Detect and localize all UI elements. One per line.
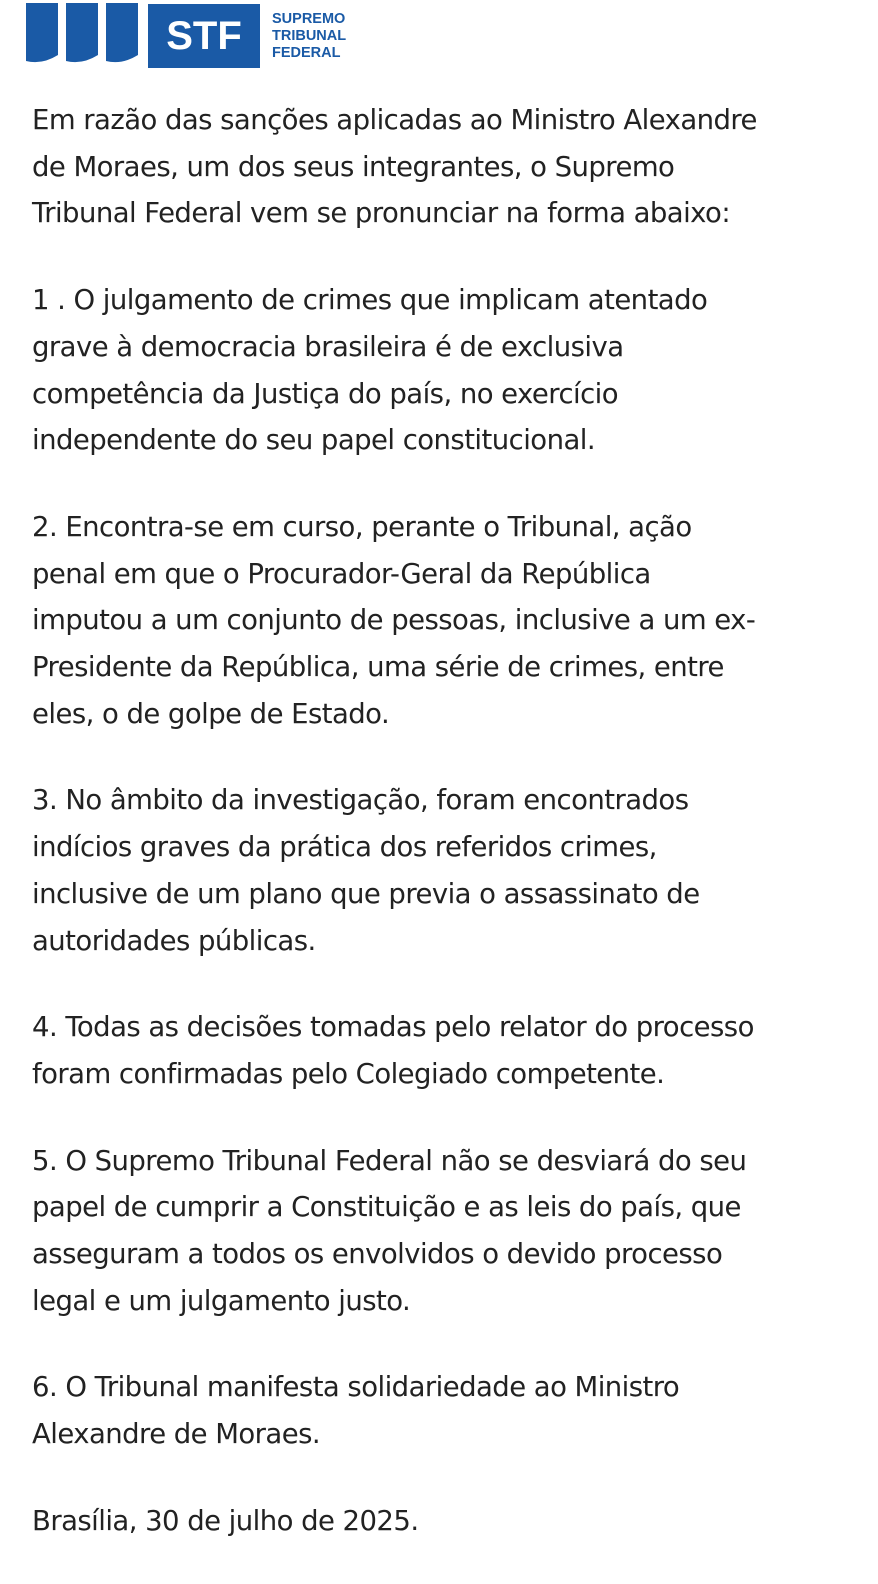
text-line: de Moraes, um dos seus integrantes, o Supremo <box>32 150 675 183</box>
stf-logo-icon <box>24 3 144 69</box>
stf-logo-box <box>148 4 260 68</box>
text-line: foram confirmadas pelo Colegiado competente. <box>32 1057 665 1090</box>
text-line: autoridades públicas. <box>32 924 316 957</box>
text-line: imputou a um conjunto de pessoas, inclusive a um ex- <box>32 604 756 637</box>
text-line: Alexandre de Moraes. <box>32 1418 321 1451</box>
text-line: indícios graves da prática dos referidos crimes, <box>32 831 657 864</box>
org-name-line-2: TRIBUNAL <box>272 27 347 44</box>
item-1-paragraph <box>32 277 862 464</box>
stf-logo-text: STF <box>166 13 242 58</box>
closing-date <box>32 1498 862 1545</box>
intro-paragraph <box>32 97 862 237</box>
text-line: 2. Encontra-se em curso, perante o Tribunal, ação <box>32 510 692 543</box>
text-line: penal em que o Procurador-Geral da República <box>32 557 651 590</box>
text-line: Tribunal Federal vem se pronunciar na forma abaixo: <box>32 197 731 230</box>
item-4-paragraph <box>32 1004 862 1097</box>
statement-body <box>32 97 862 1545</box>
item-5-paragraph <box>32 1138 862 1325</box>
item-2-paragraph <box>32 504 862 738</box>
text-line: asseguram a todos os envolvidos o devido processo <box>32 1238 723 1271</box>
org-name <box>272 11 346 62</box>
text-line: legal e um julgamento justo. <box>32 1284 411 1317</box>
text-line: 4. Todas as decisões tomadas pelo relator do processo <box>32 1011 754 1044</box>
text-line: grave à democracia brasileira é de exclusiva <box>32 330 624 363</box>
text-line: 3. No âmbito da investigação, foram encontrados <box>32 784 689 817</box>
text-line: competência da Justiça do país, no exercício <box>32 377 619 410</box>
text-line: Presidente da República, uma série de crimes, entre <box>32 651 724 684</box>
stf-header <box>24 3 346 69</box>
item-3-paragraph <box>32 777 862 964</box>
text-line: eles, o de golpe de Estado. <box>32 697 390 730</box>
text-line: Brasília, 30 de julho de 2025. <box>32 1504 419 1537</box>
text-line: inclusive de um plano que previa o assassinato de <box>32 877 700 910</box>
text-line: 5. O Supremo Tribunal Federal não se desviará do seu <box>32 1144 747 1177</box>
text-line: papel de cumprir a Constituição e as leis do país, que <box>32 1191 741 1224</box>
item-6-paragraph <box>32 1364 862 1457</box>
text-line: 1 . O julgamento de crimes que implicam atentado <box>32 284 708 317</box>
text-line: 6. O Tribunal manifesta solidariedade ao Ministro <box>32 1371 680 1404</box>
org-name-line-1: SUPREMO <box>272 10 346 27</box>
text-line: independente do seu papel constitucional. <box>32 424 596 457</box>
text-line: Em razão das sanções aplicadas ao Ministro Alexandre <box>32 104 757 136</box>
org-name-line-3: FEDERAL <box>272 44 341 61</box>
